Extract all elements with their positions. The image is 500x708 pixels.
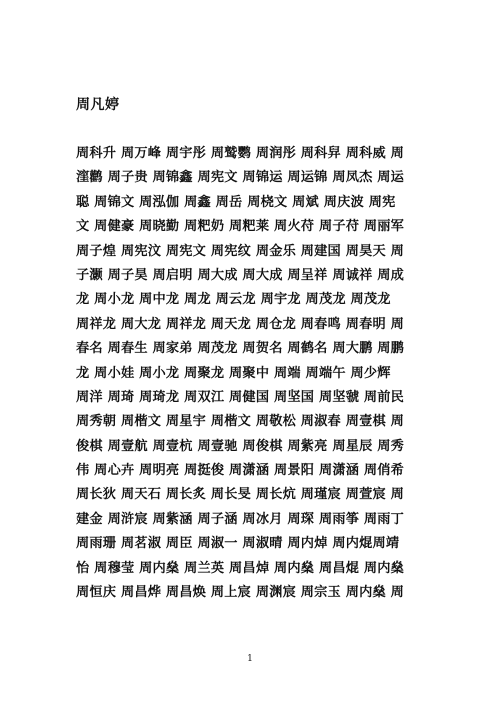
text-line: 周子煌 周宪汶 周宪文 周宪纹 周金乐 周建国 周昊天 周 <box>76 243 405 259</box>
text-line: 文 周健豪 周晓勤 周粑奶 周粑莱 周火苻 周子苻 周丽军 <box>76 219 405 235</box>
text-line: 怡 周穆莹 周内燊 周兰英 周昌焯 周内燊 周昌焜 周内燊 <box>76 560 405 576</box>
text-line: 周恒庆 周昌烨 周昌焕 周上宸 周渊宸 周宗玉 周内燊 周 <box>76 585 405 601</box>
text-line: 周祥龙 周大龙 周祥龙 周天龙 周仓龙 周春鸣 周春明 周 <box>76 316 405 332</box>
text-line: 子灏 周子昊 周启明 周大成 周大成 周呈祥 周诚祥 周成 <box>76 267 405 283</box>
text-line: 漥鹳 周子贵 周锦鑫 周宪文 周锦运 周运锦 周凤杰 周运 <box>76 170 405 186</box>
name-list <box>76 142 436 605</box>
document-heading: 周凡婷 <box>76 97 120 113</box>
text-line: 建金 周浒宸 周紫涵 周子涵 周冰月 周琛 周雨筝 周雨丁 <box>76 511 405 527</box>
page-number: 1 <box>247 654 253 664</box>
text-line: 龙 周小龙 周中龙 周龙 周云龙 周宇龙 周茂龙 周茂龙 <box>76 292 391 308</box>
text-line: 周雨珊 周茗淑 周臣 周淑一 周淑晴 周内焯 周内焜周靖 <box>76 536 400 552</box>
text-line: 春名 周春生 周家弟 周茂龙 周贺名 周鹤名 周大鹏 周鹏 <box>76 341 405 357</box>
text-line: 聪 周锦文 周泓伽 周鑫 周岳 周桡文 周斌 周庆波 周宪 <box>76 194 396 210</box>
text-line: 龙 周小娃 周小龙 周聚龙 周聚中 周端 周端午 周少辉 <box>76 365 391 381</box>
text-line: 周洋 周琦 周琦龙 周双江 周健国 周坚国 周坚虢 周前民 <box>76 389 405 405</box>
text-line: 周长狄 周天石 周长炙 周长旻 周长炕 周瑾宸 周萱宸 周 <box>76 487 405 503</box>
text-line: 周秀朝 周楷文 周星宇 周楷文 周敬松 周淑春 周壹棋 周 <box>76 414 405 430</box>
text-line: 周科升 周万峰 周宇彤 周鹫鹦 周润彤 周科舁 周科威 周 <box>76 146 405 161</box>
text-line: 俊棋 周壹航 周壹杭 周壹驰 周俊棋 周紫亮 周星辰 周秀 <box>76 438 405 454</box>
text-line: 伟 周心卉 周明亮 周挺俊 周潇涵 周景阳 周潇涵 周俏希 <box>76 463 405 479</box>
